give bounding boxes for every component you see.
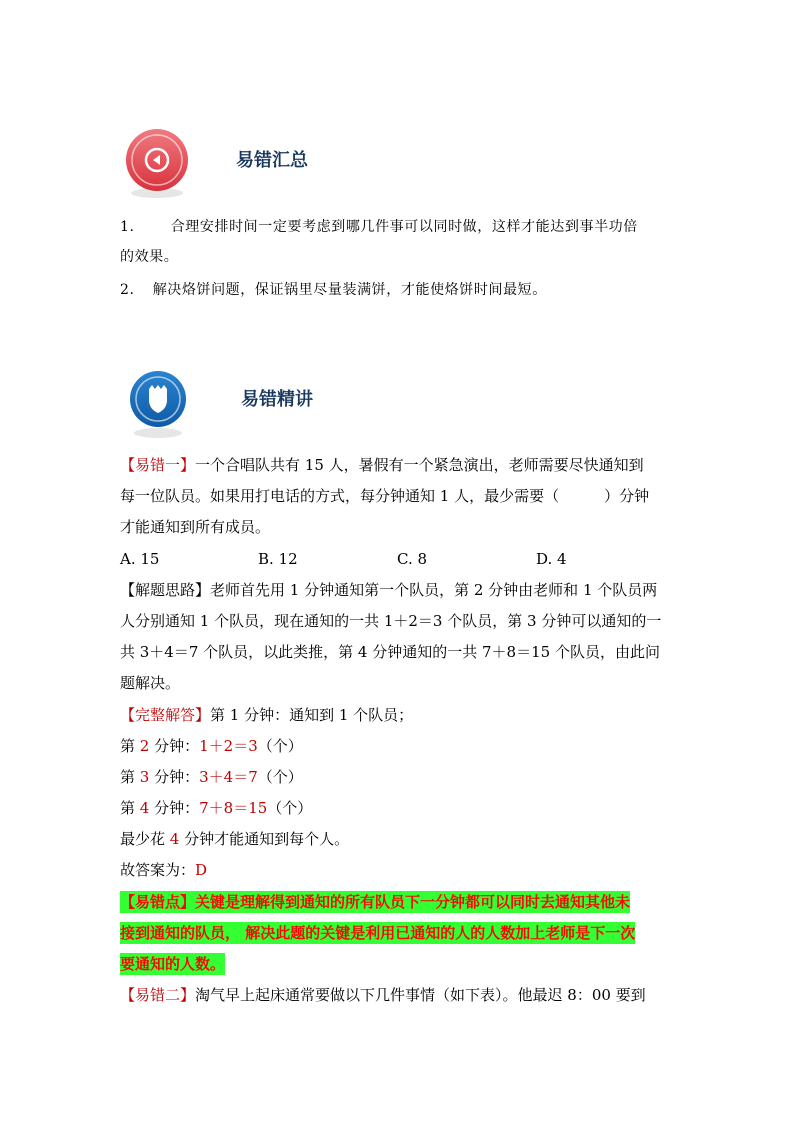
answer-step-3: 第 3 分钟：3＋4＝7（个） xyxy=(120,768,303,786)
idea-line1: 【解题思路】老师首先用 1 分钟通知第一个队员，第 2 分钟由老师和 1 个队员两 xyxy=(120,581,658,599)
idea-tag: 【解题思路】 xyxy=(120,581,211,599)
error-point-line1: 【易错点】关键是理解得到通知的所有队员下一分钟都可以同时去通知其他未 xyxy=(120,893,631,911)
rewind-badge-icon xyxy=(122,125,192,205)
shield-badge-icon xyxy=(128,368,198,448)
problem1-line2: 每一位队员。如果用打电话的方式，每分钟通知 1 人，最少需要（ ）分钟 xyxy=(120,487,650,505)
answer-step-5: 最少花 4 分钟才能通知到每个人。 xyxy=(120,830,350,848)
idea-line4: 题解决。 xyxy=(120,674,181,692)
problem1-options xyxy=(120,549,675,569)
problem1-tag: 【易错一】 xyxy=(120,456,196,474)
summary-item-1-text: 合理安排时间一定要考虑到哪几件事可以同时做，这样才能达到事半功倍 xyxy=(170,219,638,235)
option-d: D. 4 xyxy=(536,550,567,568)
problem2-line1: 【易错二】淘气早上起床通常要做以下几件事情（如下表）。他最迟 8：00 要到 xyxy=(120,986,646,1004)
summary-item-2 xyxy=(120,280,675,300)
problem2-tag: 【易错二】 xyxy=(120,986,196,1004)
problem1-line3: 才能通知到所有成员。 xyxy=(120,518,271,536)
section-title-explain: 易错精讲 xyxy=(241,389,313,410)
idea-line3: 共 3＋4＝7 个队员，以此类推，第 4 分钟通知的一共 7＋8＝15 个队员，由此问 xyxy=(120,643,660,661)
answer-step-2: 第 2 分钟：1＋2＝3（个） xyxy=(120,737,303,755)
problem1-line1 xyxy=(120,455,675,475)
answer-line1: 【完整解答】第 1 分钟：通知到 1 个队员； xyxy=(120,706,414,724)
answer-tag: 【完整解答】 xyxy=(120,706,211,724)
error-point-line2: 接到通知的队员， 解决此题的关键是利用已通知的人的人数加上老师是下一次 xyxy=(120,924,636,942)
idea-line2: 人分别通知 1 个队员，现在通知的一共 1＋2＝3 个队员，第 3 分钟可以通知的一 xyxy=(120,612,662,630)
option-c: C. 8 xyxy=(397,550,428,568)
summary-item-1-line1 xyxy=(120,217,675,237)
section-title-summary: 易错汇总 xyxy=(236,150,308,171)
conclusion: 故答案为：D xyxy=(120,861,208,879)
summary-item-1-line2: 的效果。 xyxy=(120,249,179,265)
option-b: B. 12 xyxy=(258,550,298,568)
summary-item-2-number: 2. xyxy=(120,282,135,298)
summary-item-1-number: 1. xyxy=(120,219,135,235)
summary-item-2-text: 解决烙饼问题，保证锅里尽量装满饼，才能使烙饼时间最短。 xyxy=(152,282,547,298)
problem1-text1: 一个合唱队共有 15 人，暑假有一个紧急演出，老师需要尽快通知到 xyxy=(195,456,644,474)
error-point-line3: 要通知的人数。 xyxy=(120,955,226,973)
option-a: A. 15 xyxy=(120,550,160,568)
answer-step-4: 第 4 分钟：7＋8＝15（个） xyxy=(120,799,313,817)
answer-letter: D xyxy=(195,861,208,879)
